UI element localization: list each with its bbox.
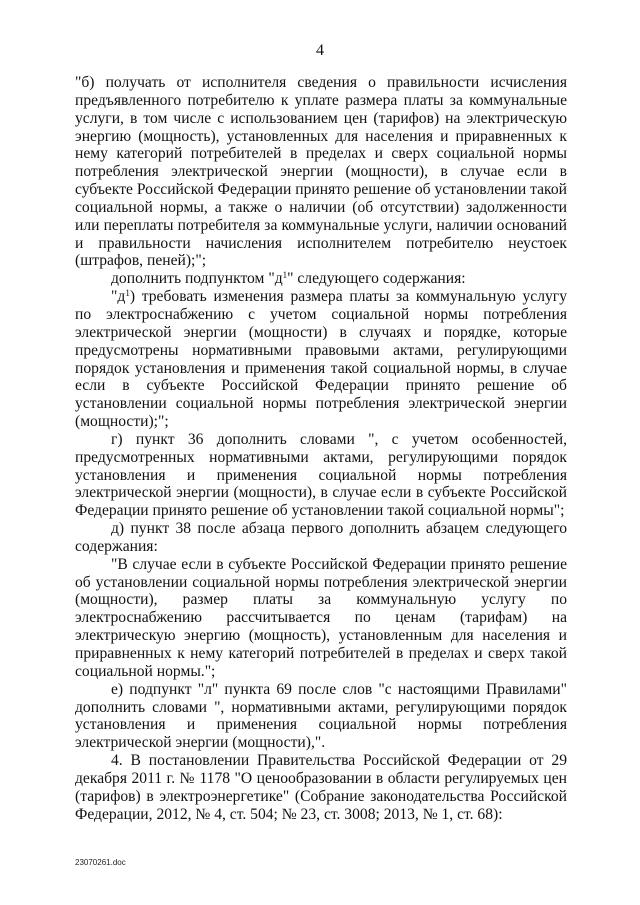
superscript: 1	[125, 288, 130, 299]
footer-filename: 23070261.doc	[75, 858, 126, 867]
paragraph-text-before-sup: "д	[111, 288, 126, 306]
paragraph-d1-text	[75, 288, 567, 431]
superscript: 1	[282, 270, 288, 281]
paragraph-d-item-38: д) пункт 38 после абзаца первого дополнить абзацем следующего содержания:	[75, 520, 567, 555]
paragraph-text-before-sup: дополнить подпунктом "д	[111, 270, 283, 288]
paragraph-text-after-sup: ) требовать изменения размера платы за коммунальную услугу по электроснабжению с учетом социальной нормы потребления электрической энергии (мощности) в случаях и порядке, которые предусмотрены нормативными правовыми актами, регулирующими порядок установления и применения такой социальной нормы, в случае если в субъекте Российской Федерации принято решение об установлении социальной нормы потребления электрической энергии (мощности);";	[75, 288, 567, 431]
paragraph-add-subparagraph-d1	[75, 270, 567, 288]
paragraph-e-item-69: е) подпункт "л" пункта 69 после слов "с настоящими Правилами" дополнить словами ", нормативными актами, регулирующими порядок установления и применения социальной нормы потребления электрической энергии (мощности),".	[75, 680, 567, 752]
paragraph-b-subparagraph: "б) получать от исполнителя сведения о правильности исчисления предъявленного потребителю к уплате размера платы за коммунальные услуги, в том числе с использованием цен (тарифов) на электрическую энергию (мощность), установленных для населения и приравненных к нему категорий потребителей в пределах и сверх социальной нормы потребления электрической энергии (мощности), в случае если в субъекте Российской Федерации принято решение об установлении такой социальной нормы, а также о наличии (об отсутствии) задолженности или переплаты потребителя за коммунальные услуги, наличии оснований и правильности начисления исполнителем потребителю неустоек (штрафов, пеней);";	[75, 74, 567, 270]
paragraph-text-after-sup: " следующего содержания:	[287, 270, 466, 288]
document-body	[75, 74, 567, 823]
page-number: 4	[316, 42, 324, 59]
paragraph-g-item-36: г) пункт 36 дополнить словами ", с учетом особенностей, предусмотренных нормативными актами, регулирующими порядок установления и применения социальной нормы потребления электрической энергии (мощности), в случае если в субъекте Российской Федерации принято решение об установлении такой социальной нормы";	[75, 430, 567, 520]
paragraph-section-4: 4. В постановлении Правительства Российской Федерации от 29 декабря 2011 г. № 1178 "О ценообразовании в области регулируемых цен (тарифов) в электроэнергетике" (Собрание законодательства Российской Федерации, 2012, № 4, ст. 504; № 23, ст. 3008; 2013, № 1, ст. 68):	[75, 752, 567, 823]
paragraph-quoted-abstract: "В случае если в субъекте Российской Федерации принято решение об установлении социальной нормы потребления электрической энергии (мощности), размер платы за коммунальную услугу по электроснабжению рассчитывается по ценам (тарифам) на электрическую энергию (мощность), установленным для населения и приравненных к нему категорий потребителей в пределах и сверх такой социальной нормы.";	[75, 555, 567, 680]
